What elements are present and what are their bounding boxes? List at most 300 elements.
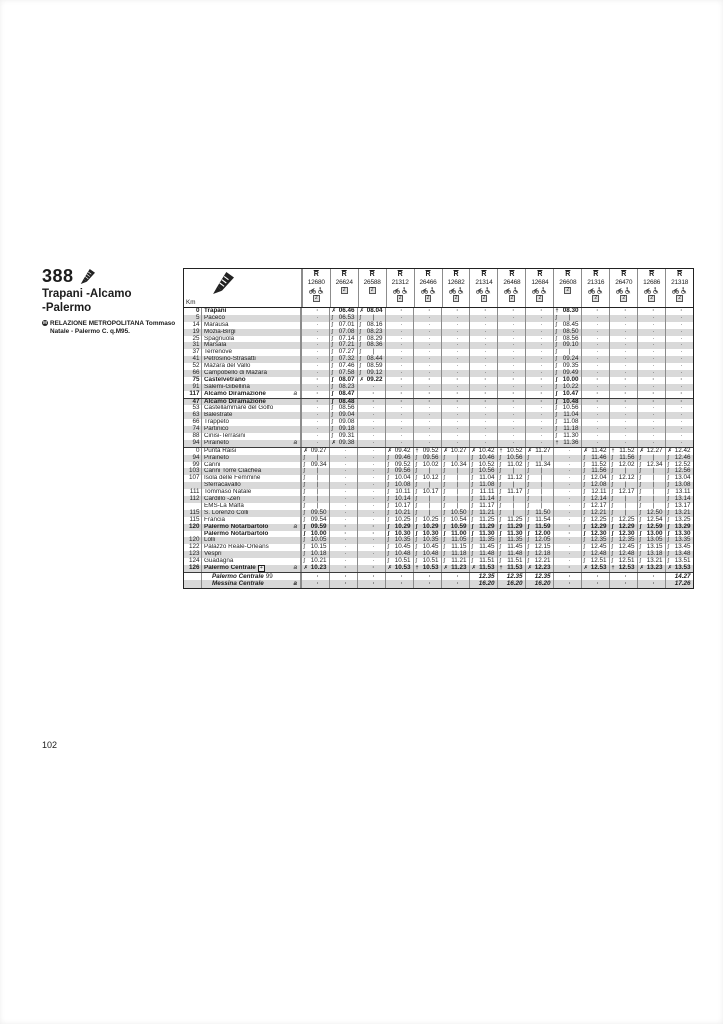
regionale-train-icon: $\overline{R}$ xyxy=(369,271,375,278)
time-cell: ʃ 07.46 xyxy=(329,363,357,370)
time-cell: · xyxy=(637,433,665,440)
continuation-mark: ʃ xyxy=(611,516,613,523)
time-cell: † 10.53 xyxy=(413,565,441,572)
time-cell: · xyxy=(525,412,553,419)
station-name: Spagnuola xyxy=(201,336,301,343)
continuation-mark: ʃ xyxy=(527,509,529,516)
time-cell: · xyxy=(441,426,469,433)
time-cell: · xyxy=(469,440,497,447)
train-number: 21318 xyxy=(671,279,689,286)
time-cell: ʃ 10.05 xyxy=(301,537,329,544)
time-cell: · xyxy=(413,440,441,447)
time-cell: · xyxy=(581,419,609,426)
time-cell: ʃ 09.34 xyxy=(301,462,329,469)
continuation-mark: ʃ xyxy=(583,489,585,496)
second-class-badge: 2 xyxy=(622,294,626,301)
continuation-mark: ʃ xyxy=(527,523,530,530)
km-cell: 25 xyxy=(192,334,200,342)
station-row xyxy=(184,377,693,384)
time-cell: · xyxy=(357,482,385,489)
continuation-mark: ʃ xyxy=(471,502,473,509)
continuation-mark: ʃ xyxy=(667,475,669,482)
continuation-mark: ʃ xyxy=(583,544,585,551)
time-cell: ʃ | xyxy=(301,496,329,503)
time-cell: · xyxy=(357,433,385,440)
continuation-mark: ʃ xyxy=(667,509,669,516)
train-number: 12682 xyxy=(447,279,465,286)
time-cell: ʃ | xyxy=(609,496,637,503)
continuation-mark: ʃ xyxy=(471,475,473,482)
time-cell: · xyxy=(329,462,357,469)
continuation-mark: ʃ xyxy=(667,482,669,489)
time-cell: ʃ | xyxy=(497,468,525,475)
time-cell: · xyxy=(441,580,469,588)
continuation-mark: ʃ xyxy=(359,356,361,363)
time-cell: ʃ 13.14 xyxy=(665,496,693,503)
time-cell: · xyxy=(385,329,413,336)
time-cell: · xyxy=(301,433,329,440)
time-cell: · xyxy=(525,356,553,363)
station-row xyxy=(184,573,693,581)
continuation-mark: ʃ xyxy=(303,482,305,489)
continuation-mark: ʃ xyxy=(611,544,613,551)
time-cell: · xyxy=(553,580,581,588)
time-cell: ʃ 12.34 xyxy=(637,462,665,469)
train-number: 26468 xyxy=(503,279,521,286)
continuation-mark: ʃ xyxy=(527,482,529,489)
time-cell: ʃ 10.48 xyxy=(385,551,413,558)
continuation-mark: ʃ xyxy=(415,509,417,516)
continuation-mark: ʃ xyxy=(471,558,473,565)
continuation-mark: ʃ xyxy=(443,475,445,482)
arrival-marker: a xyxy=(293,523,297,530)
time-cell: ʃ 12.18 xyxy=(525,551,553,558)
time-cell: ʃ 10.51 xyxy=(413,558,441,565)
km-cell: 74 xyxy=(192,425,200,433)
continuation-mark: ʃ xyxy=(583,496,585,503)
time-cell: ʃ 08.29 xyxy=(357,336,385,343)
continuation-mark: ʃ xyxy=(359,370,361,377)
time-cell: · xyxy=(525,426,553,433)
time-cell: · xyxy=(357,503,385,510)
time-cell: ʃ | xyxy=(441,482,469,489)
time-cell: · xyxy=(581,363,609,370)
time-cell: ʃ 12.29 xyxy=(581,524,609,531)
time-cell: · xyxy=(441,405,469,412)
time-cell: · xyxy=(553,551,581,558)
continuation-mark: ʃ xyxy=(499,509,501,516)
time-cell: ʃ 13.08 xyxy=(665,482,693,489)
time-cell: ✗ 09.42 xyxy=(385,448,413,455)
continuation-mark: ʃ xyxy=(331,426,333,433)
workdays-icon: ✗ xyxy=(471,447,477,454)
continuation-mark: ʃ xyxy=(555,398,558,405)
corner-cell xyxy=(184,269,302,307)
time-cell: ʃ 10.46 xyxy=(469,455,497,462)
time-cell: · xyxy=(413,377,441,384)
time-cell: ʃ 12.56 xyxy=(665,468,693,475)
time-cell: ʃ | xyxy=(413,482,441,489)
station-name: Mozia-Birgi xyxy=(201,329,301,336)
time-cell: 16.20 xyxy=(469,580,497,588)
continuation-mark: ʃ xyxy=(387,496,389,503)
time-cell: ʃ 07.01 xyxy=(329,322,357,329)
continuation-mark: ʃ xyxy=(387,489,389,496)
time-cell: ʃ 07.32 xyxy=(329,356,357,363)
km-cell: 66 xyxy=(192,418,200,426)
route-title-line2: -Palermo xyxy=(42,302,92,315)
continuation-mark: ʃ xyxy=(303,461,305,468)
page-number: 102 xyxy=(42,740,58,750)
continuation-mark: ʃ xyxy=(583,482,585,489)
continuation-mark: ʃ xyxy=(583,454,585,461)
workdays-icon: ✗ xyxy=(331,308,337,314)
km-cell: 120 xyxy=(188,522,200,530)
time-cell: · xyxy=(385,405,413,412)
timetable-body xyxy=(184,308,693,588)
time-cell: ʃ 12.51 xyxy=(581,558,609,565)
continuation-mark: ʃ xyxy=(331,390,334,397)
bike-icon xyxy=(672,287,679,294)
continuation-mark: ʃ xyxy=(639,496,641,503)
station-row xyxy=(184,462,693,469)
time-cell: ʃ | xyxy=(413,468,441,475)
time-cell: ʃ 12.25 xyxy=(609,517,637,524)
continuation-mark: ʃ xyxy=(303,502,305,509)
time-cell: ʃ 12.15 xyxy=(525,544,553,551)
time-cell: · xyxy=(413,322,441,329)
time-cell: · xyxy=(329,510,357,517)
time-cell: ʃ 13.48 xyxy=(665,551,693,558)
continuation-mark: ʃ xyxy=(471,509,473,516)
station-name: Isola delle Femmine xyxy=(201,475,301,482)
continuation-mark: ʃ xyxy=(499,516,501,523)
time-cell: ʃ 10.00 xyxy=(301,531,329,538)
km-cell: 115 xyxy=(189,508,200,516)
time-cell: · xyxy=(357,496,385,503)
continuation-mark: ʃ xyxy=(667,502,669,509)
time-cell: · xyxy=(609,384,637,391)
time-cell: ʃ 12.30 xyxy=(581,531,609,538)
time-cell: ʃ 10.59 xyxy=(441,524,469,531)
time-cell: ʃ 11.11 xyxy=(469,489,497,496)
time-cell: · xyxy=(441,336,469,343)
time-cell: · xyxy=(329,573,357,581)
time-cell: ʃ 12.21 xyxy=(525,558,553,565)
km-cell: 126 xyxy=(188,563,200,571)
bike-icon xyxy=(476,287,483,294)
station-name: Mazara del Vallo xyxy=(201,363,301,370)
time-cell: · xyxy=(525,349,553,356)
station-name: Tommaso Natale xyxy=(201,489,301,496)
time-cell: · xyxy=(609,308,637,315)
station-name: Palermo Centrale + a xyxy=(201,565,301,572)
time-cell: · xyxy=(525,384,553,391)
continuation-mark: ʃ xyxy=(443,489,445,496)
time-cell: · xyxy=(637,329,665,336)
station-row xyxy=(184,426,693,433)
workdays-icon: ✗ xyxy=(583,564,589,571)
continuation-mark: ʃ xyxy=(331,335,333,342)
time-cell: · xyxy=(665,363,693,370)
time-cell: · xyxy=(665,356,693,363)
time-cell: · xyxy=(497,419,525,426)
time-cell: ʃ 13.21 xyxy=(665,510,693,517)
km-cell: 122 xyxy=(188,543,200,551)
time-cell: · xyxy=(413,363,441,370)
time-cell: · xyxy=(497,370,525,377)
time-cell: ʃ 09.56 xyxy=(413,455,441,462)
continuation-mark: ʃ xyxy=(639,482,641,489)
time-cell: 14.27 xyxy=(665,573,693,581)
km-cell xyxy=(184,573,201,581)
km-cell: 63 xyxy=(192,411,200,419)
continuation-mark: ʃ xyxy=(331,356,333,363)
second-class-badge: 2 xyxy=(566,286,570,293)
station-name: Alcamo Diramazione xyxy=(201,399,301,406)
time-cell: ʃ | xyxy=(301,455,329,462)
station-row xyxy=(184,419,693,426)
time-cell: · xyxy=(329,482,357,489)
time-cell: · xyxy=(413,433,441,440)
time-cell: ʃ 10.02 xyxy=(413,462,441,469)
continuation-mark: ʃ xyxy=(555,356,557,363)
time-cell: ʃ 13.35 xyxy=(665,537,693,544)
time-cell: · xyxy=(525,405,553,412)
time-cell: † 08.30 xyxy=(553,308,581,315)
station-row xyxy=(184,475,693,482)
time-cell: · xyxy=(581,440,609,447)
continuation-mark: ʃ xyxy=(303,523,306,530)
continuation-mark: ʃ xyxy=(611,489,613,496)
time-cell: · xyxy=(441,419,469,426)
continuation-mark: ʃ xyxy=(303,537,305,544)
time-cell: ʃ 10.18 xyxy=(301,551,329,558)
time-cell: · xyxy=(525,440,553,447)
bike-icon xyxy=(449,287,456,294)
time-cell: · xyxy=(385,377,413,384)
continuation-mark: ʃ xyxy=(359,328,361,335)
continuation-mark: ʃ xyxy=(583,523,586,530)
station-name: Castellammare del Golfo xyxy=(201,405,301,412)
time-cell: ʃ 11.45 xyxy=(497,544,525,551)
time-cell: ʃ 12.35 xyxy=(581,537,609,544)
station-name: S. Lorenzo Colli xyxy=(201,510,301,517)
time-cell: · xyxy=(665,342,693,349)
time-cell: · xyxy=(637,315,665,322)
time-cell: · xyxy=(357,573,385,581)
continuation-mark: ʃ xyxy=(387,482,389,489)
time-cell: ʃ 11.48 xyxy=(497,551,525,558)
time-cell: · xyxy=(357,475,385,482)
continuation-mark: ʃ xyxy=(555,426,557,433)
km-cell: 66 xyxy=(192,369,200,377)
time-cell: · xyxy=(637,419,665,426)
station-row xyxy=(184,399,693,406)
continuation-mark: ʃ xyxy=(611,475,613,482)
continuation-mark: ʃ xyxy=(555,405,557,412)
time-cell: ʃ | xyxy=(497,503,525,510)
regionale-train-icon: $\overline{R}$ xyxy=(593,271,599,278)
train-column-header xyxy=(469,269,497,307)
time-cell: · xyxy=(441,342,469,349)
continuation-mark: ʃ xyxy=(331,412,333,419)
continuation-mark: ʃ xyxy=(527,516,529,523)
time-cell: · xyxy=(637,342,665,349)
continuation-mark: ʃ xyxy=(639,468,641,475)
time-cell: · xyxy=(469,399,497,406)
time-cell: · xyxy=(525,308,553,315)
time-cell: · xyxy=(357,489,385,496)
time-cell: · xyxy=(329,558,357,565)
time-cell: · xyxy=(525,336,553,343)
time-cell: ʃ 10.29 xyxy=(413,524,441,531)
second-class-badge: 2 xyxy=(426,294,430,301)
time-cell: · xyxy=(553,482,581,489)
time-cell: ʃ 13.11 xyxy=(665,489,693,496)
time-cell: ✗ 11.27 xyxy=(525,448,553,455)
bike-icon xyxy=(504,287,511,294)
time-cell: · xyxy=(469,370,497,377)
station-name: Guadagna xyxy=(201,558,301,565)
km-cell: 0 xyxy=(195,307,200,314)
continuation-mark: ʃ xyxy=(667,551,669,558)
time-cell: · xyxy=(413,399,441,406)
time-cell: · xyxy=(441,329,469,336)
station-name: Balestrate xyxy=(201,412,301,419)
continuation-mark: ʃ xyxy=(303,530,306,537)
time-cell: · xyxy=(497,315,525,322)
workdays-icon: ✗ xyxy=(639,447,645,454)
station-name: Alcamo Diramazione a xyxy=(201,391,301,398)
continuation-mark: ʃ xyxy=(387,558,389,565)
wheelchair-icon xyxy=(540,287,547,294)
continuation-mark: ʃ xyxy=(415,523,418,530)
continuation-mark: ʃ xyxy=(303,468,305,475)
regionale-train-icon: $\overline{R}$ xyxy=(649,271,655,278)
time-cell: ✗ 13.23 xyxy=(637,565,665,572)
time-cell: · xyxy=(497,336,525,343)
continuation-mark: ʃ xyxy=(387,516,389,523)
time-cell: ʃ | xyxy=(609,503,637,510)
station-name: Lolli xyxy=(201,537,301,544)
bike-icon xyxy=(616,287,623,294)
time-cell: · xyxy=(301,399,329,406)
continuation-mark: ʃ xyxy=(415,558,417,565)
time-cell: · xyxy=(553,565,581,572)
route-title-line1: Trapani -Alcamo xyxy=(42,288,132,300)
regionale-train-icon: $\overline{R}$ xyxy=(677,271,683,278)
time-cell: ʃ 12.25 xyxy=(581,517,609,524)
continuation-mark: ʃ xyxy=(527,551,529,558)
time-cell: · xyxy=(357,510,385,517)
time-cell: ʃ 10.47 xyxy=(553,391,581,398)
train-number: 21312 xyxy=(391,279,409,286)
time-cell: · xyxy=(609,322,637,329)
time-cell: ʃ | xyxy=(637,496,665,503)
time-cell: ʃ 11.25 xyxy=(469,517,497,524)
train-number: 12680 xyxy=(307,279,325,286)
continuation-mark: ʃ xyxy=(611,509,613,516)
station-name: Partinico xyxy=(201,426,301,433)
time-cell: ʃ | xyxy=(637,489,665,496)
time-cell: · xyxy=(665,440,693,447)
station-name: Castelvetrano xyxy=(201,377,301,384)
continuation-mark: ʃ xyxy=(387,461,389,468)
continuation-mark: ʃ xyxy=(415,551,417,558)
continuation-mark: ʃ xyxy=(583,461,585,468)
time-cell: ʃ 08.23 xyxy=(329,384,357,391)
time-cell: ʃ | xyxy=(637,482,665,489)
continuation-mark: ʃ xyxy=(303,516,305,523)
time-cell: · xyxy=(609,399,637,406)
time-cell: · xyxy=(413,573,441,581)
table-reference: 99 xyxy=(265,572,273,580)
time-cell: ʃ | xyxy=(609,510,637,517)
time-cell: ʃ 08.56 xyxy=(553,336,581,343)
continuation-mark: ʃ xyxy=(555,314,557,321)
time-cell: · xyxy=(469,426,497,433)
continuation-mark: ʃ xyxy=(387,544,389,551)
continuation-mark: ʃ xyxy=(667,530,670,537)
continuation-mark: ʃ xyxy=(471,496,473,503)
km-cell xyxy=(184,580,201,588)
time-cell: ʃ 08.48 xyxy=(329,399,357,406)
time-cell: · xyxy=(469,412,497,419)
time-cell: · xyxy=(497,363,525,370)
train-column-header xyxy=(497,269,525,307)
time-cell: · xyxy=(357,537,385,544)
train-column-header xyxy=(525,269,553,307)
service-icons xyxy=(644,286,659,294)
continuation-mark: ʃ xyxy=(639,551,641,558)
time-cell: ʃ | xyxy=(525,455,553,462)
train-column-header xyxy=(553,269,581,307)
time-cell: ʃ 11.54 xyxy=(525,517,553,524)
station-name: Carini xyxy=(201,462,301,469)
continuation-mark: ʃ xyxy=(555,419,557,426)
continuation-mark: ʃ xyxy=(359,363,361,370)
continuation-mark: ʃ xyxy=(611,502,613,509)
continuation-mark: ʃ xyxy=(499,496,501,503)
time-cell: · xyxy=(553,455,581,462)
time-cell: · xyxy=(385,315,413,322)
time-cell: ʃ 10.48 xyxy=(553,399,581,406)
time-cell: · xyxy=(385,363,413,370)
station-name: Marsala xyxy=(201,342,301,349)
station-row xyxy=(184,363,693,370)
time-cell: ʃ 11.08 xyxy=(469,482,497,489)
continuation-mark: ʃ xyxy=(443,461,445,468)
km-cell: 0 xyxy=(195,446,200,454)
time-cell: · xyxy=(301,384,329,391)
continuation-mark: ʃ xyxy=(611,482,613,489)
continuation-mark: ʃ xyxy=(639,537,641,544)
time-cell: ʃ 07.21 xyxy=(329,342,357,349)
time-cell: ʃ 11.45 xyxy=(469,544,497,551)
time-cell: ʃ 12.52 xyxy=(665,462,693,469)
station-row xyxy=(184,496,693,503)
time-cell: ʃ 11.51 xyxy=(469,558,497,565)
continuation-mark: ʃ xyxy=(667,537,669,544)
continuation-mark: ʃ xyxy=(555,349,557,356)
time-cell: · xyxy=(385,419,413,426)
km-cell: 99 xyxy=(192,460,200,468)
station-name: Piraineto xyxy=(201,455,301,462)
time-cell: · xyxy=(637,440,665,447)
station-row xyxy=(184,308,693,315)
continuation-mark: ʃ xyxy=(499,461,501,468)
